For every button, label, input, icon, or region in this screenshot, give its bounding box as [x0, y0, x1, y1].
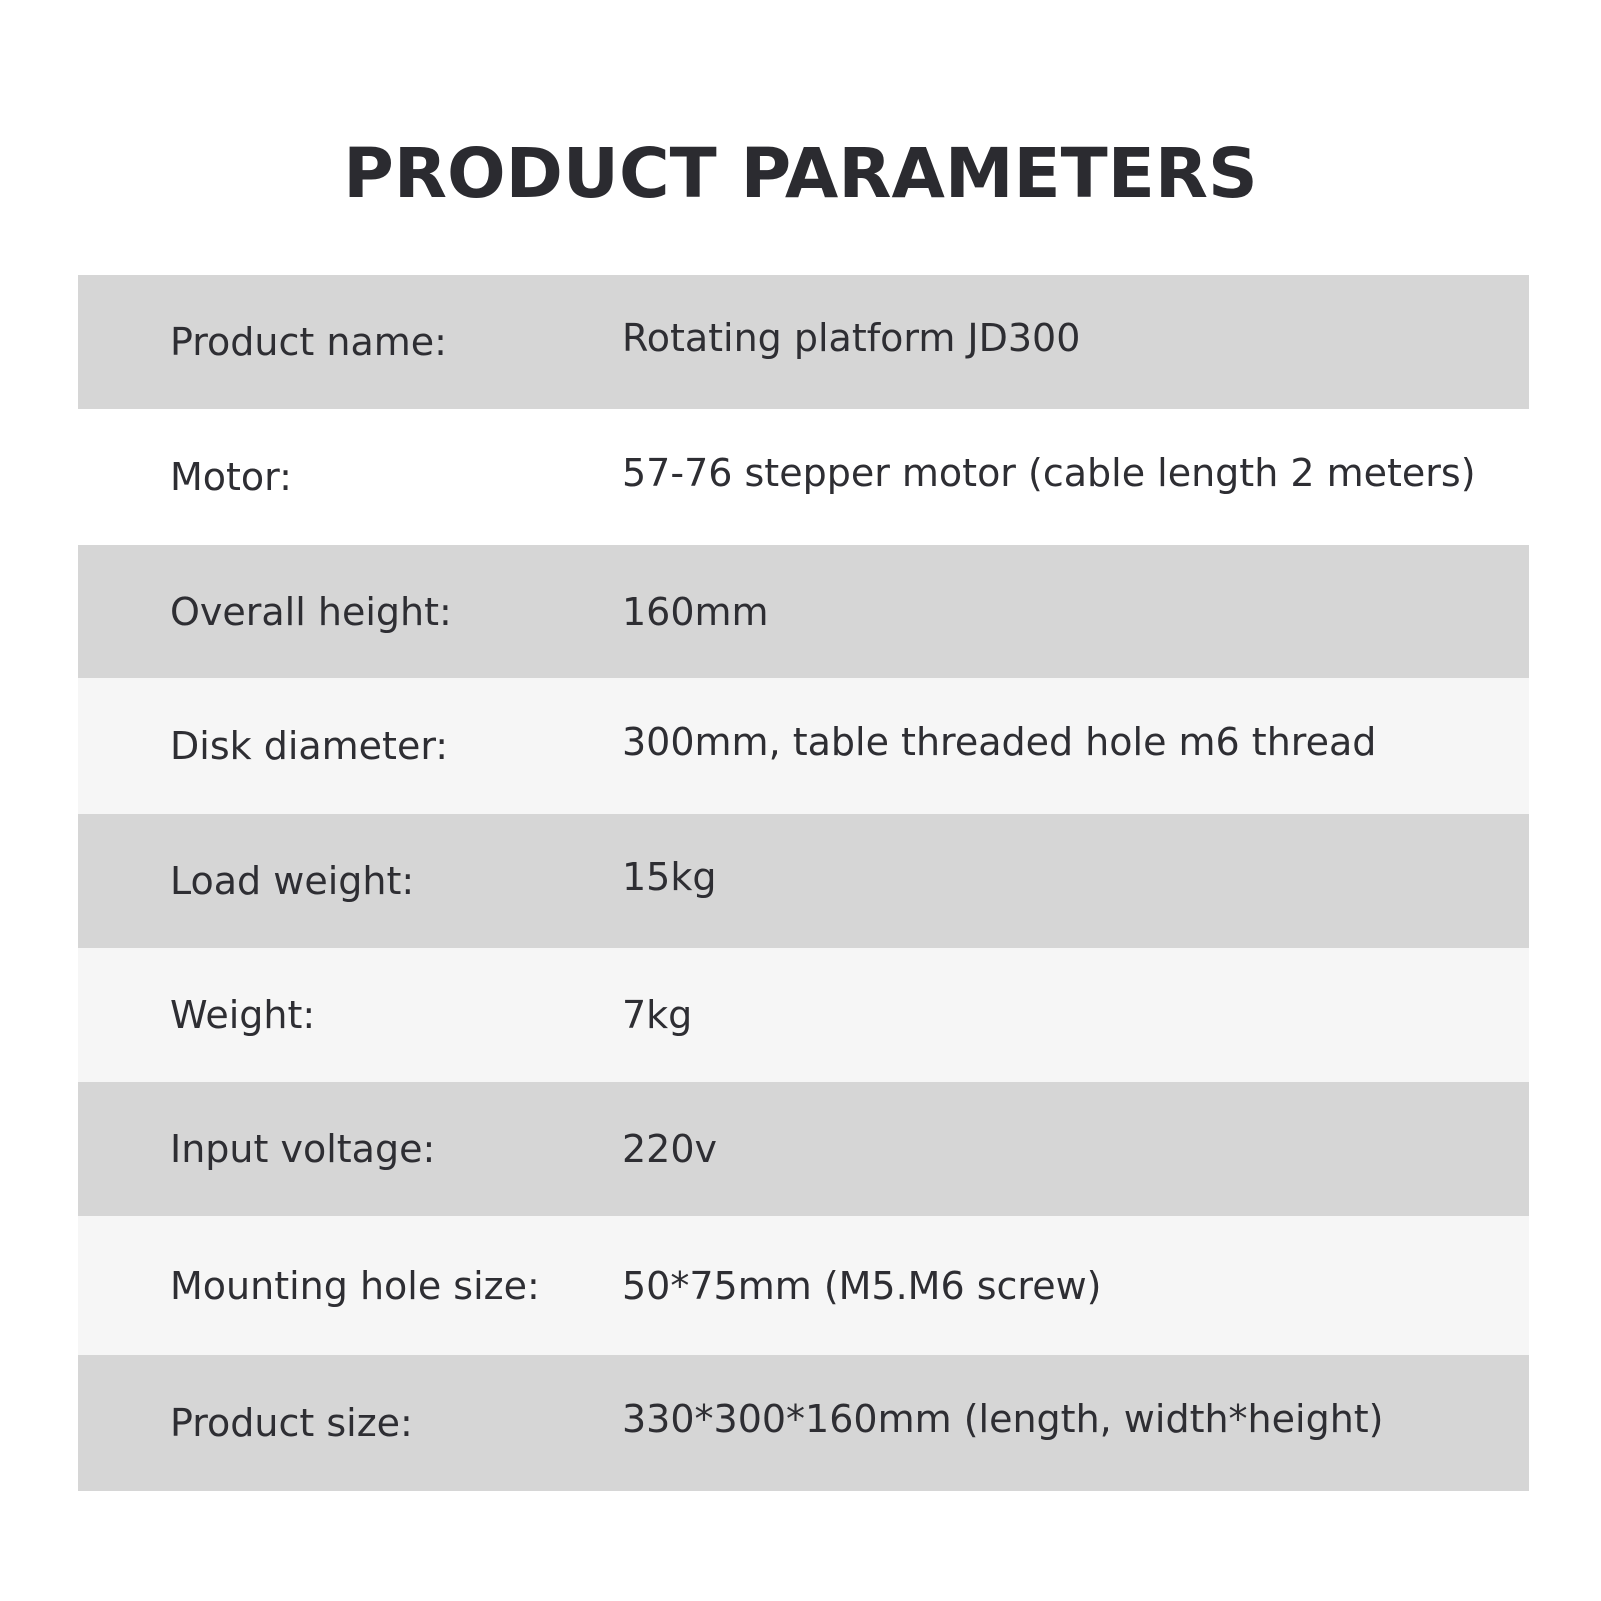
- row-value: 7kg: [622, 993, 693, 1037]
- row-label: Product name:: [170, 320, 447, 364]
- table-row: [78, 275, 1529, 409]
- table-row: [78, 678, 1529, 814]
- row-label: Input voltage:: [170, 1127, 436, 1171]
- table-row: [78, 1355, 1529, 1491]
- row-value: Rotating platform JD300: [622, 316, 1081, 360]
- row-value: 220v: [622, 1127, 718, 1171]
- page-title: PRODUCT PARAMETERS: [343, 134, 1258, 214]
- table-row: [78, 814, 1529, 948]
- row-label: Disk diameter:: [170, 724, 449, 768]
- table-row: [78, 1216, 1529, 1355]
- row-value: 15kg: [622, 855, 717, 899]
- row-label: Product size:: [170, 1401, 413, 1445]
- table-row: [78, 545, 1529, 678]
- row-label: Overall height:: [170, 589, 452, 634]
- row-value: 330*300*160mm (length, width*height): [622, 1397, 1384, 1441]
- parameters-table: [78, 275, 1529, 1491]
- row-label: Motor:: [170, 455, 292, 499]
- row-label: Weight:: [170, 993, 316, 1037]
- row-value: 50*75mm (M5.M6 screw): [622, 1263, 1102, 1308]
- row-value: 160mm: [622, 589, 769, 634]
- row-label: Load weight:: [170, 859, 415, 903]
- table-row: [78, 1082, 1529, 1216]
- table-row: [78, 409, 1529, 545]
- row-value: 57-76 stepper motor (cable length 2 meters): [622, 451, 1476, 495]
- table-row: [78, 948, 1529, 1082]
- row-label: Mounting hole size:: [170, 1263, 540, 1308]
- row-value: 300mm, table threaded hole m6 thread: [622, 720, 1377, 764]
